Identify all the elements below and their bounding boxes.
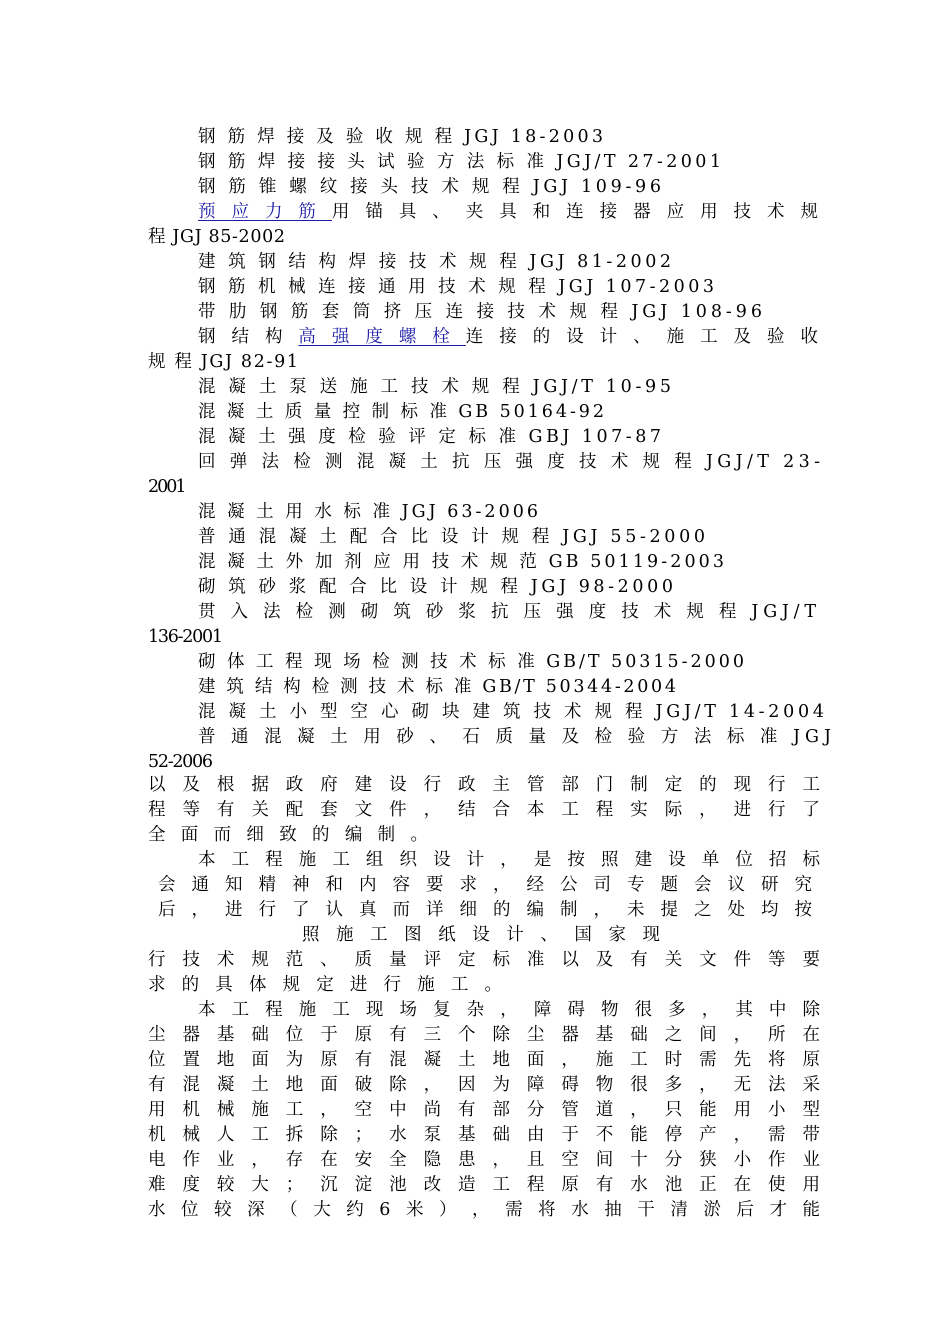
text-line bbox=[148, 823, 433, 847]
text-line bbox=[198, 400, 607, 424]
text-line bbox=[198, 525, 709, 549]
text-line bbox=[198, 275, 717, 299]
hyperlink[interactable]: 高 强 度 螺 栓 bbox=[298, 327, 466, 347]
line-text: 混 凝 土 小 型 空 心 砌 块 建 筑 技 术 规 程 JGJ/T 14-2004 bbox=[198, 702, 828, 722]
line-text: 混 凝 土 质 量 控 制 标 准 GB 50164-92 bbox=[198, 402, 607, 422]
line-text: 136-2001 bbox=[148, 627, 222, 647]
text-line bbox=[198, 675, 679, 699]
text-line bbox=[198, 725, 836, 749]
line-text: 后 ， 进 行 了 认 真 而 详 细 的 编 制 ， 未 提 之 处 均 按 bbox=[158, 900, 818, 920]
line-text: 建 筑 结 构 检 测 技 术 标 准 GB/T 50344-2004 bbox=[198, 677, 679, 697]
text-line bbox=[158, 898, 817, 922]
line-text: 规 程 JGJ 82-91 bbox=[148, 352, 300, 372]
text-line bbox=[198, 200, 823, 224]
line-text: 会 通 知 精 神 和 内 容 要 求 ， 经 公 司 专 题 会 议 研 究 bbox=[158, 875, 818, 895]
line-text: 混 凝 土 强 度 检 验 评 定 标 准 GBJ 107-87 bbox=[198, 427, 665, 447]
text-line bbox=[198, 125, 606, 149]
line-text: 水 位 较 深 （ 大 约 6 米 ） ， 需 将 水 抽 干 清 淤 后 才 能 bbox=[148, 1200, 825, 1220]
line-text: 尘 器 基 础 位 于 原 有 三 个 除 尘 器 基 础 之 间 ， 所 在 bbox=[148, 1025, 826, 1045]
text-line bbox=[198, 175, 665, 199]
line-text: 普 通 混 凝 土 用 砂 、 石 质 量 及 检 验 方 法 标 准 JGJ bbox=[198, 727, 836, 747]
text-line bbox=[148, 225, 286, 249]
text-line bbox=[148, 1148, 826, 1172]
line-text-tail: 用 锚 具 、 夹 具 和 连 接 器 应 用 技 术 规 bbox=[331, 202, 824, 222]
line-text: 混 凝 土 用 水 标 准 JGJ 63-2006 bbox=[198, 502, 542, 522]
line-text: 建 筑 钢 结 构 焊 接 技 术 规 程 JGJ 81-2002 bbox=[198, 252, 675, 272]
text-line bbox=[148, 1073, 826, 1097]
line-text: 程 等 有 关 配 套 文 件 ， 结 合 本 工 程 实 际 ， 进 行 了 bbox=[148, 800, 826, 820]
text-line bbox=[158, 873, 817, 897]
line-text: 52-2006 bbox=[148, 752, 212, 772]
line-text: 行 技 术 规 范 、 质 量 评 定 标 准 以 及 有 关 文 件 等 要 bbox=[148, 950, 826, 970]
text-line bbox=[198, 375, 675, 399]
text-line bbox=[302, 923, 665, 947]
text-line bbox=[148, 475, 185, 499]
text-line bbox=[198, 325, 823, 349]
text-line bbox=[198, 150, 724, 174]
line-text: 本 工 程 施 工 组 织 设 计 ， 是 按 照 建 设 单 位 招 标 bbox=[198, 850, 826, 870]
line-text: 电 作 业 ， 存 在 安 全 隐 患 ， 且 空 间 十 分 狭 小 作 业 bbox=[148, 1150, 826, 1170]
text-line bbox=[148, 1048, 826, 1072]
text-line bbox=[198, 500, 541, 524]
hyperlink[interactable]: 预 应 力 筋 bbox=[198, 202, 332, 222]
line-text: 程 JGJ 85-2002 bbox=[148, 227, 286, 247]
text-line bbox=[148, 1023, 826, 1047]
text-line bbox=[148, 350, 300, 374]
line-text: 砌 体 工 程 现 场 检 测 技 术 标 准 GB/T 50315-2000 bbox=[198, 652, 747, 672]
line-text: 混 凝 土 外 加 剂 应 用 技 术 规 范 GB 50119-2003 bbox=[198, 552, 728, 572]
text-line bbox=[198, 575, 677, 599]
line-text: 照 施 工 图 纸 设 计 、 国 家 现 bbox=[302, 925, 666, 945]
text-line bbox=[198, 450, 824, 474]
line-text: 机 械 人 工 拆 除 ； 水 泵 基 础 由 于 不 能 停 产 ， 需 带 bbox=[148, 1125, 826, 1145]
text-line bbox=[198, 600, 821, 624]
text-line bbox=[198, 250, 675, 274]
line-text: 用 机 械 施 工 ， 空 中 尚 有 部 分 管 道 ， 只 能 用 小 型 bbox=[148, 1100, 826, 1120]
line-text: 钢 筋 机 械 连 接 通 用 技 术 规 程 JGJ 107-2003 bbox=[198, 277, 718, 297]
line-text: 回 弹 法 检 测 混 凝 土 抗 压 强 度 技 术 规 程 JGJ/T 23- bbox=[198, 452, 825, 472]
line-text: 以 及 根 据 政 府 建 设 行 政 主 管 部 门 制 定 的 现 行 工 bbox=[148, 775, 826, 795]
text-line bbox=[148, 1123, 826, 1147]
text-line bbox=[148, 798, 826, 822]
line-text: 全 面 而 细 致 的 编 制 。 bbox=[148, 825, 433, 845]
text-line bbox=[148, 625, 222, 649]
text-line bbox=[198, 550, 727, 574]
line-text: 贯 入 法 检 测 砌 筑 砂 浆 抗 压 强 度 技 术 规 程 JGJ/T bbox=[198, 602, 821, 622]
line-text: 钢 筋 焊 接 及 验 收 规 程 JGJ 18-2003 bbox=[198, 127, 607, 147]
line-text: 带 肋 钢 筋 套 筒 挤 压 连 接 技 术 规 程 JGJ 108-96 bbox=[198, 302, 766, 322]
text-line bbox=[198, 848, 825, 872]
line-text: 求 的 具 体 规 定 进 行 施 工 。 bbox=[148, 975, 508, 995]
text-line bbox=[198, 300, 766, 324]
line-text: 钢 筋 焊 接 接 头 试 验 方 法 标 准 JGJ/T 27-2001 bbox=[198, 152, 725, 172]
text-line bbox=[148, 948, 826, 972]
text-line bbox=[148, 750, 212, 774]
text-line bbox=[198, 998, 825, 1022]
line-text: 钢 筋 锥 螺 纹 接 头 技 术 规 程 JGJ 109-96 bbox=[198, 177, 665, 197]
line-text: 2001 bbox=[148, 477, 185, 497]
text-line bbox=[198, 700, 828, 724]
line-text: 位 置 地 面 为 原 有 混 凝 土 地 面 ， 施 工 时 需 先 将 原 bbox=[148, 1050, 826, 1070]
text-line bbox=[148, 773, 826, 797]
text-line bbox=[148, 973, 507, 997]
text-line bbox=[198, 425, 664, 449]
line-text: 钢 结 构 bbox=[198, 327, 299, 347]
text-line bbox=[148, 1173, 826, 1197]
line-text: 普 通 混 凝 土 配 合 比 设 计 规 程 JGJ 55-2000 bbox=[198, 527, 709, 547]
line-text: 砌 筑 砂 浆 配 合 比 设 计 规 程 JGJ 98-2000 bbox=[198, 577, 677, 597]
text-line bbox=[148, 1198, 825, 1222]
line-text: 有 混 凝 土 地 面 破 除 ， 因 为 障 碍 物 很 多 ， 无 法 采 bbox=[148, 1075, 826, 1095]
line-text: 本 工 程 施 工 现 场 复 杂 ， 障 碍 物 很 多 ， 其 中 除 bbox=[198, 1000, 826, 1020]
text-line bbox=[148, 1098, 826, 1122]
text-line bbox=[198, 650, 747, 674]
line-text: 难 度 较 大 ； 沉 淀 池 改 造 工 程 原 有 水 池 正 在 使 用 bbox=[148, 1175, 826, 1195]
line-text-tail: 连 接 的 设 计 、 施 工 及 验 收 bbox=[465, 327, 824, 347]
line-text: 混 凝 土 泵 送 施 工 技 术 规 程 JGJ/T 10-95 bbox=[198, 377, 675, 397]
